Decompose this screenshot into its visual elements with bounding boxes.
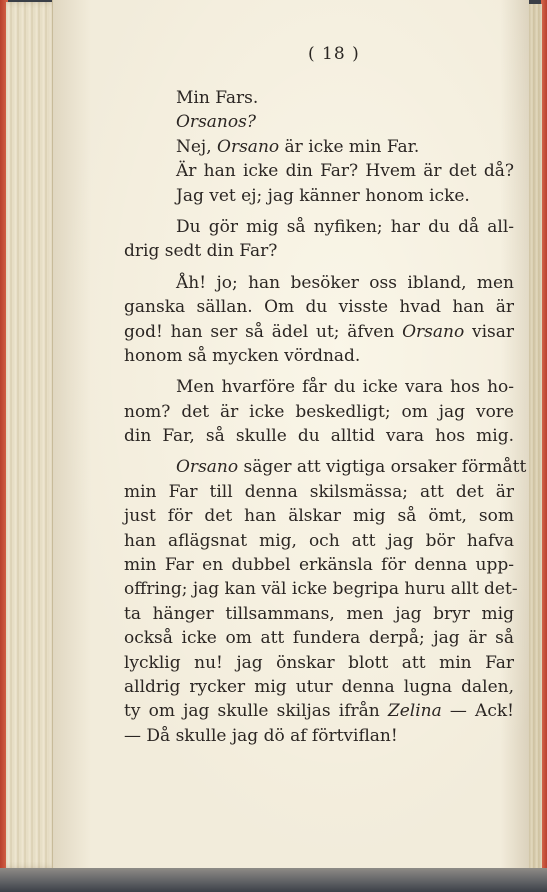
text-line: Är han icke din Far? Hvem är det då? [176,161,514,182]
text-line: ta hänger tillsammans, men jag bryr mig [124,603,514,624]
text-line: Du gör mig så nyfiken; har du då all- [176,216,514,237]
text-line: nom? det är icke beskedligt; om jag vore [124,401,514,422]
text-line: honom så mycken vördnad. [124,345,361,366]
text-line: god! han ser så ädel ut; äfven Orsano visar [124,321,514,342]
text-line: Åh! jo; han besöker oss ibland, men [176,272,514,293]
text-line: Orsanos? [176,112,256,133]
text-line: lycklig nu! jag önskar blott att min Far [124,652,514,673]
text-line: också icke om att fundera derpå; jag är så [124,628,514,649]
text-line: Orsano säger att vigtiga orsaker förmått [176,457,527,478]
text-line: Min Fars. [176,88,259,108]
text-line: drig sedt din Far? [124,241,278,262]
text-line: Nej, Orsano är icke min Far. [176,136,420,157]
page-stack-left [6,2,58,868]
text-line: — Då skulle jag dö af förtviflan! [124,725,398,746]
page-number: ( 18 ) [308,44,360,64]
text-line: just för det han älskar mig så ömt, som [124,506,514,527]
text-line: han aflägsnat mig, och att jag bör hafva [124,530,514,551]
text-line: alldrig rycker mig utur denna lugna dalen, [124,676,514,697]
text-line: din Far, så skulle du alltid vara hos mig. [124,426,514,447]
text-line: Men hvarföre får du icke vara hos ho- [176,377,514,398]
text-line: Jag vet ej; jag känner honom icke. [176,185,470,206]
text-line: offring; jag kan väl icke begripa huru allt det- [124,579,518,600]
text-line: min Far till denna skilsmässa; att det är [124,481,514,502]
text-line: min Far en dubbel erkänsla för denna upp- [124,555,514,576]
text-line: ty om jag skulle skiljas ifrån Zelina — Ack! [124,701,514,722]
page-text [124,86,527,748]
background-surface [0,868,547,892]
text-line: ganska sällan. Om du visste hvad han är [124,297,514,318]
